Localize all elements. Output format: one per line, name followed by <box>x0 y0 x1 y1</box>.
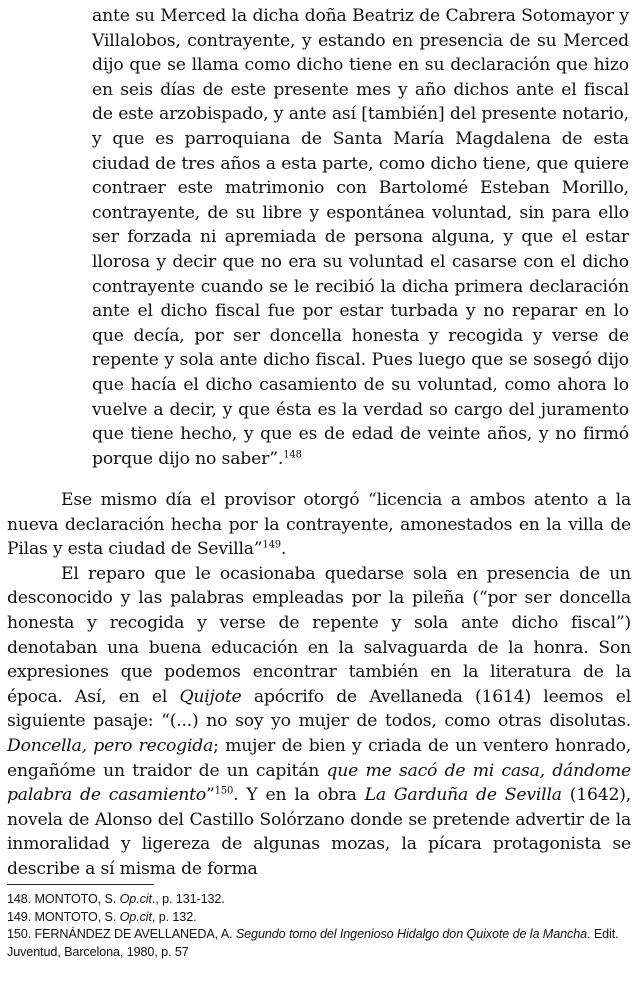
footnote-150-rest: . Edit. Juventud, Barcelona, 1980, p. 57 <box>7 927 619 959</box>
footnote-150 <box>7 926 633 961</box>
footnote-148-author: 148. MONTOTO, S. <box>7 892 120 906</box>
paragraph-2-text-5: . Y en la obra <box>233 785 365 806</box>
footnote-ref-148[interactable]: 148 <box>283 448 302 460</box>
footnote-ref-150[interactable]: 150 <box>214 785 234 797</box>
paragraph-2-text-6: (1642), novela de Alonso del Castillo Solórzano donde se pretende advertir de la inmoralidad y ligereza de algunas mozas, la pícara protagonista se describe a sí misma de forma <box>7 785 631 879</box>
footnote-148-rest: ., p. 131-132. <box>151 892 225 906</box>
footnote-149-author: 149. MONTOTO, S. <box>7 909 120 924</box>
paragraph-2 <box>7 562 631 882</box>
italic-quijote: Quijote <box>179 686 242 707</box>
paragraph-2-text-4: ” <box>206 785 215 806</box>
italic-doncella: Doncella, pero recogida <box>7 735 214 756</box>
italic-que-me-saco: que me sacó de mi casa, dándome palabra de casamiento <box>7 760 631 806</box>
paragraph-1-text: Ese mismo día el provisor otorgó “licencia a ambos atento a la nueva declaración hecha por la contrayente, amonestados en la villa de Pilas y esta ciudad de Sevilla” <box>7 490 631 560</box>
footnote-150-italic: Segundo tomo del Ingenioso Hidalgo don Quixote de la Mancha <box>235 927 588 942</box>
footnote-148-italic: Op.cit <box>119 892 152 906</box>
footnote-149-italic: Op.cit <box>119 909 152 924</box>
footnote-150-author: 150. FERNÁNDEZ DE AVELLANEDA, A. <box>7 927 236 942</box>
paragraph-2-text-3: ; mujer de bien y criada de un ventero honrado, engañóme un traidor de un capitán <box>7 735 631 781</box>
italic-garduna: La Garduña de Sevilla <box>364 785 562 806</box>
footnote-separator <box>7 884 154 885</box>
paragraph-1-end: . <box>280 539 287 560</box>
quote-text: ante su Merced la dicha doña Beatriz de Cabrera Sotomayor y Villalobos, contrayente, y estando en presencia de su Merced dijo que se llama como dicho tiene en su declaración que hizo en seis días de este presente mes y año dichos ante el fiscal de este arzobispado, y ante así [también] del presente notario, y que es parroquiana de Santa María Magdalena de esta ciudad de tres años a esta parte, como dicho tiene, que quiere contraer este matrimonio con Bartolomé Esteban Morillo, contrayente, de su libre y espontánea voluntad, sin para ello ser forzada ni apremiada de persona alguna, y que el estar llorosa y decir que no era su voluntad el casarse con el dicho contrayente cuando se le recibió la dicha primera declaración ante el dicho fiscal fue por estar turbada y no reparar en lo que decía, por ser doncella honesta y recogida y verse de repente y sola ante dicho fiscal. Pues luego que se sosegó dijo que hacía el dicho casamiento de su voluntad, como ahora lo vuelve a decir, y que ésta es la verdad so cargo del juramento que tiene hecho, y que es de edad de veinte años, y no firmó porque dijo no saber”. <box>92 6 629 469</box>
block-quote <box>92 4 629 471</box>
paragraph-2-text-2: apócrifo de Avellaneda (1614) leemos el siguiente pasaje: “(...) no soy yo mujer de todos, como otras disolutas. <box>7 686 631 732</box>
footnote-149 <box>7 909 633 927</box>
footnote-ref-149[interactable]: 149 <box>262 539 281 551</box>
footnotes <box>7 891 633 961</box>
footnote-148 <box>7 891 633 909</box>
footnote-149-rest: , p. 132. <box>151 909 197 924</box>
quote-paragraph <box>92 4 629 471</box>
body-text <box>7 488 631 882</box>
paragraph-1 <box>7 488 631 562</box>
paragraph-2-text-1: El reparo que le ocasionaba quedarse sola en presencia de un desconocido y las palabras empleadas por la pileña (“por ser doncella honesta y recogida y verse de repente y sola ante dicho fiscal”) denotaban una buena educación en la salvaguarda de la honra. Son expresiones que podemos encontrar también en la literatura de la época. Así, en el <box>7 563 631 707</box>
